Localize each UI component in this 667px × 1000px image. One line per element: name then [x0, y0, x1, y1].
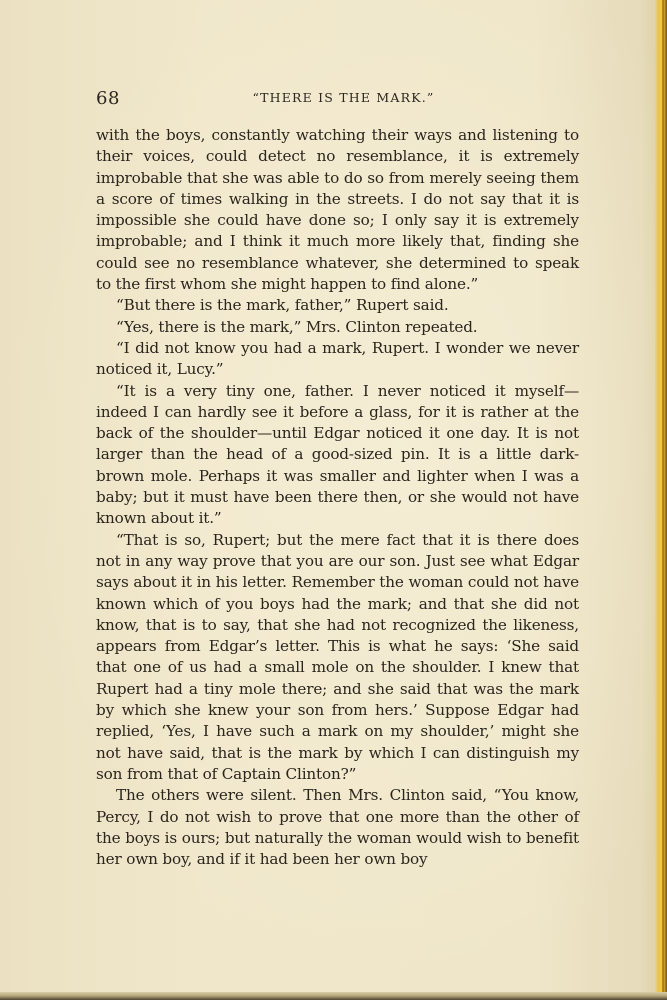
paragraph: “But there is the mark, father,” Rupert said. [116, 296, 449, 315]
paragraph: with the boys, constantly watching their ways and listening to their voices, could detect no resemblance, it is extremely improbable that she was able to do so from merely seeing them a score of times walking in the streets. I do not say that it is impossible she could have done so; I only say it is extremely improbable; and I think it much more likely that, finding she could see no resemblance whatever, she determined to speak to the first whom she might happen to find alone.” [96, 126, 579, 294]
running-title: “THERE IS THE MARK.” [252, 90, 435, 105]
paragraph: “That is so, Rupert; but the mere fact that it is there does not in any way prove that you are our son. Just see what Edgar says about it in his letter. Remember the woman could not have known which of you boys had the mark; and that she did not know, that is to say, that she had not recognized the likeness, appears from Edgar’s letter. This is what he says: ‘She said that one of us had a small mole on the shoulder. I knew that Rupert had a tiny mole there; and she said that was the mark by which she knew your son from hers.’ Suppose Edgar had replied, ‘Yes, I have such a mark on my shoulder,’ might she not have said, that is the mark by which I can distinguish my son from that of Captain Clinton?” [96, 530, 579, 783]
paragraph: The others were silent. Then Mrs. Clinton said, “You know, Percy, I do not wish to prove that one more than the other of the boys is ours; but naturally the woman would wish to benefit her own boy, and if it had been her own boy [96, 786, 579, 869]
page-edge-shadow [662, 0, 664, 1000]
page-number: 68 [96, 88, 120, 109]
page-edge-gilt [655, 0, 667, 1000]
body-text [96, 125, 579, 870]
paragraph: “Yes, there is the mark,” Mrs. Clinton repeated. [116, 317, 478, 336]
page-bottom-edge [0, 992, 667, 1000]
page-header [96, 88, 579, 112]
paragraph: “I did not know you had a mark, Rupert. I wonder we never noticed it, Lucy.” [96, 338, 579, 379]
paragraph: “It is a very tiny one, father. I never noticed it myself—indeed I can hardly see it before a glass, for it is rather at the back of the shoulder—until Edgar noticed it one day. It is not larger than the head of a good-sized pin. It is a little dark-brown mole. Perhaps it was smaller and lighter when I was a baby; but it must have been there then, or she would not have known about it.” [96, 381, 579, 528]
